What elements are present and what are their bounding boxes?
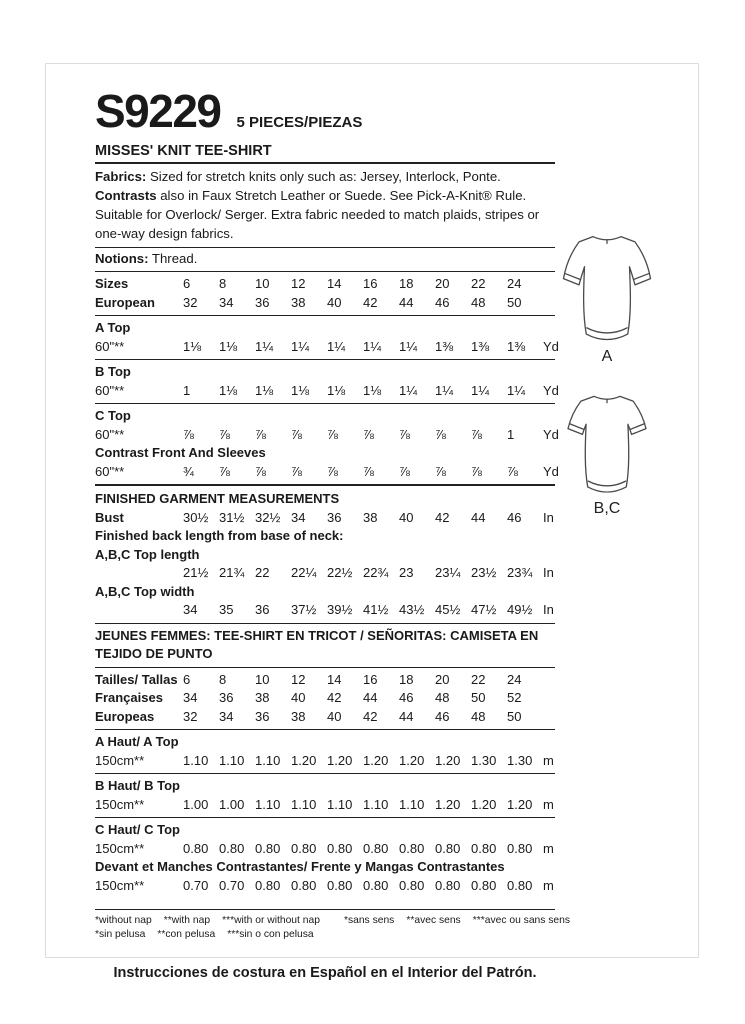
cell-value: 43½ <box>399 602 425 617</box>
bold-text: Notions: <box>95 251 149 266</box>
footnote-item: ***with or without nap <box>222 915 320 926</box>
view-bc-label: B,C <box>593 500 621 517</box>
table-row <box>95 382 559 405</box>
cell-value: 12 <box>291 671 306 687</box>
cell-value: 36 <box>255 708 270 724</box>
cell-value: 34 <box>219 708 234 724</box>
cell-value: 36 <box>327 509 342 525</box>
cell-value: 42 <box>363 294 378 310</box>
footnote-item: **with nap <box>163 915 211 926</box>
cell-value: 42 <box>363 708 378 724</box>
table-section-heading: Devant et Manches Contrastantes/ Frente y Mangas Contrastantes <box>95 859 505 874</box>
pieces-count: 5 PIECES/PIEZAS <box>236 114 363 131</box>
cell-value: 32½ <box>255 509 281 525</box>
unit-label: In <box>543 565 554 580</box>
cell-value: 1⅛ <box>255 382 274 398</box>
cell-value: 1¼ <box>255 338 274 354</box>
cell-value: 0.70 <box>183 877 209 893</box>
footnote-item: *without nap <box>95 915 152 926</box>
cell-value: 1 <box>507 426 515 442</box>
unit-label: In <box>543 509 554 525</box>
footnote-item: *sans sens <box>343 915 395 926</box>
unit-label: m <box>543 752 554 768</box>
cell-value: ⅞ <box>507 463 518 479</box>
cell-value: 1.20 <box>291 752 317 768</box>
unit-label <box>543 689 555 708</box>
unit-label: Yd <box>543 382 559 398</box>
cell-value: ⅞ <box>327 426 338 442</box>
cell-value: ⅞ <box>363 426 374 442</box>
table-section-heading: A Top <box>95 320 131 335</box>
unit-label: m <box>543 796 554 812</box>
cell-value: 1¼ <box>507 382 526 398</box>
cell-value: 40 <box>327 708 342 724</box>
row-label: 150cm** <box>95 840 145 856</box>
cell-value: 1⅛ <box>327 382 346 398</box>
cell-value: 0.80 <box>327 877 353 893</box>
cell-value: 0.80 <box>435 840 461 856</box>
cell-value: 21¾ <box>219 565 245 580</box>
cell-value: 1.20 <box>363 752 389 768</box>
cell-value: 8 <box>219 276 227 291</box>
cell-value: 39½ <box>327 602 353 617</box>
cell-value: 1.10 <box>399 796 425 812</box>
footnote-item: ***avec ou sans sens <box>472 915 571 926</box>
cell-value: 16 <box>363 276 378 291</box>
row-label: 150cm** <box>95 752 145 768</box>
garment-title: MISSES' KNIT TEE-SHIRT <box>95 143 555 164</box>
cell-value: 22½ <box>327 565 353 580</box>
cell-value: ⅞ <box>291 463 302 479</box>
table-row <box>95 689 555 708</box>
cell-value: 0.80 <box>219 840 245 856</box>
cell-value: 6 <box>183 671 191 687</box>
cell-value: 50 <box>507 708 522 724</box>
cell-value: 32 <box>183 294 198 310</box>
cell-value: 8 <box>219 671 227 687</box>
unit-label: m <box>543 877 554 893</box>
cell-value: 46 <box>435 294 450 310</box>
cell-value: 1⅜ <box>507 338 526 354</box>
spanish-instructions-note: Instrucciones de costura en Español en el Interior del Patrón. <box>113 965 537 981</box>
table-row <box>95 877 555 896</box>
cell-value: 42 <box>327 690 342 705</box>
cell-value: ⅞ <box>399 426 410 442</box>
cell-value: 0.80 <box>291 877 317 893</box>
cell-value: 41½ <box>363 602 389 617</box>
cell-value: 1.10 <box>291 796 317 812</box>
table-row <box>95 275 555 294</box>
pattern-envelope-sheet <box>45 63 699 981</box>
unit-label <box>543 708 555 727</box>
cell-value: 1⅜ <box>471 338 490 354</box>
footnote-item: **con pelusa <box>157 928 216 940</box>
cell-value: 1¼ <box>327 338 346 354</box>
table-section-heading: A,B,C Top length <box>95 546 200 562</box>
cell-value: 1¼ <box>399 338 418 354</box>
cell-value: 1¼ <box>291 338 310 354</box>
shirt-a-back-view-illustration <box>555 232 659 346</box>
unit-label: In <box>543 602 554 617</box>
row-label: 60"** <box>95 382 125 398</box>
footnote-line-spanish <box>95 928 332 942</box>
footnote-item: **avec sens <box>406 915 461 926</box>
table-row <box>95 752 555 775</box>
table-section-heading: A Haut/ A Top <box>95 734 179 749</box>
bold-text: Fabrics: <box>95 169 147 184</box>
cell-value: 48 <box>471 294 486 310</box>
table-row <box>95 671 555 690</box>
table-section-heading: Finished back length from base of neck: <box>95 528 344 543</box>
cell-value: 1.00 <box>183 796 209 812</box>
cell-value: 1.10 <box>255 796 281 812</box>
cell-value: 1.00 <box>219 796 245 812</box>
cell-value: 1⅛ <box>219 382 238 398</box>
cell-value: 14 <box>327 276 342 291</box>
cell-value: 44 <box>399 708 414 724</box>
cell-value: 0.80 <box>507 877 533 893</box>
view-a-label: A <box>601 348 613 365</box>
cell-value: 34 <box>183 602 198 617</box>
table-section-heading: C Haut/ C Top <box>95 822 180 837</box>
footnote-line-english <box>95 914 332 928</box>
cell-value: 49½ <box>507 602 533 617</box>
table-section-heading: FINISHED GARMENT MEASUREMENTS <box>95 491 340 506</box>
cell-value: 10 <box>255 671 270 687</box>
cell-value: 1⅛ <box>291 382 310 398</box>
table-section-heading: JEUNES FEMMES: TEE-SHIRT EN TRICOT / SEÑORITAS: CAMISETA EN TEJIDO DE PUNTO <box>95 627 555 668</box>
cell-value: 36 <box>219 690 234 705</box>
cell-value: 16 <box>363 671 378 687</box>
table-section-heading: C Top <box>95 408 131 423</box>
cell-value: 22 <box>471 671 486 687</box>
unit-label: Yd <box>543 463 559 479</box>
cell-value: 0.80 <box>507 840 533 856</box>
cell-value: 23¼ <box>435 565 461 580</box>
cell-value: 42 <box>435 509 450 525</box>
cell-value: 44 <box>399 294 414 310</box>
cell-value: ⅞ <box>435 463 446 479</box>
row-label: Tailles/ Tallas <box>95 671 178 687</box>
cell-value: 1⅜ <box>435 338 454 354</box>
cell-value: 45½ <box>435 602 461 617</box>
cell-value: 6 <box>183 276 191 291</box>
cell-value: 1.10 <box>327 796 353 812</box>
cell-value: ⅞ <box>471 463 482 479</box>
unit-label: m <box>543 840 554 856</box>
cell-value: 0.80 <box>471 877 497 893</box>
row-label: Europeas <box>95 708 155 724</box>
cell-value: 0.80 <box>471 840 497 856</box>
cell-value: 40 <box>327 294 342 310</box>
cell-value: 48 <box>435 690 450 705</box>
cell-value: 1.10 <box>255 752 281 768</box>
cell-value: 38 <box>291 294 306 310</box>
cell-value: 1¼ <box>435 382 454 398</box>
cell-value: 1.20 <box>327 752 353 768</box>
cell-value: ⅞ <box>255 426 266 442</box>
cell-value: 14 <box>327 671 342 687</box>
cell-value: 31½ <box>219 509 245 525</box>
table-row <box>95 509 555 528</box>
table-row <box>95 840 555 859</box>
cell-value: 52 <box>507 690 522 705</box>
footnote-line-french <box>332 914 570 928</box>
cell-value: 46 <box>399 690 414 705</box>
cell-value: 40 <box>291 690 306 705</box>
cell-value: 1.20 <box>399 752 425 768</box>
table-row <box>95 708 555 731</box>
cell-value: 38 <box>363 509 378 525</box>
cell-value: ⅞ <box>183 426 194 442</box>
cell-value: 1.20 <box>435 752 461 768</box>
cell-value: 32 <box>183 708 198 724</box>
row-label: Sizes <box>95 276 129 291</box>
cell-value: 34 <box>291 509 306 525</box>
cell-value: ⅞ <box>363 463 374 479</box>
unit-label: Yd <box>543 426 559 442</box>
table-section-heading: Contrast Front And Sleeves <box>95 445 266 460</box>
yardage-table-english <box>95 275 559 624</box>
cell-value: 1.20 <box>471 796 497 812</box>
cell-value: 1.30 <box>471 752 497 768</box>
footnotes-french <box>332 914 570 941</box>
table-section-heading: A,B,C Top width <box>95 583 195 599</box>
row-label: 60"** <box>95 338 125 354</box>
cell-value: 1 <box>183 382 191 398</box>
row-label: 60"** <box>95 426 125 442</box>
row-label: 60"** <box>95 463 125 479</box>
cell-value: 1¼ <box>399 382 418 398</box>
unit-label: Yd <box>543 338 559 354</box>
footnotes-english-spanish <box>95 914 332 941</box>
cell-value: ⅞ <box>399 463 410 479</box>
table-row <box>95 338 559 361</box>
cell-value: 35 <box>219 602 234 617</box>
main-content-column <box>95 85 571 981</box>
cell-value: ⅞ <box>255 463 266 479</box>
cell-value: 0.80 <box>255 877 281 893</box>
cell-value: 36 <box>255 602 270 617</box>
cell-value: 1.10 <box>183 752 209 768</box>
row-label <box>95 564 183 583</box>
text: also in Faux Stretch Leather or Suede. See Pick-A-Knit® Rule. Suitable for Overlock/ Serger. Extra fabric needed to match plaids, stripes or one-way design fabrics. <box>95 188 540 241</box>
footnotes <box>95 909 571 941</box>
cell-value: 1¼ <box>471 382 490 398</box>
garment-illustrations <box>552 232 662 544</box>
cell-value: 0.80 <box>399 840 425 856</box>
cell-value: 23 <box>399 565 414 580</box>
cell-value: 1⅛ <box>219 338 238 354</box>
cell-value: 20 <box>435 671 450 687</box>
cell-value: 18 <box>399 671 414 687</box>
fabrics-description <box>95 167 555 248</box>
cell-value: 18 <box>399 276 414 291</box>
shirt-bc-back-view-illustration <box>555 392 659 498</box>
table-row <box>95 796 555 819</box>
pattern-number: S9229 <box>95 85 221 137</box>
cell-value: 0.70 <box>219 877 245 893</box>
footnote-item: *sin pelusa <box>95 928 146 940</box>
header <box>95 85 555 137</box>
table-row <box>95 294 555 317</box>
cell-value: 24 <box>507 276 522 291</box>
cell-value: 30½ <box>183 509 209 525</box>
cell-value: 46 <box>507 509 522 525</box>
cell-value: 1.10 <box>363 796 389 812</box>
cell-value: ⅞ <box>219 463 230 479</box>
cell-value: 1⅛ <box>183 338 202 354</box>
yardage-table-french-spanish <box>95 627 555 896</box>
cell-value: 20 <box>435 276 450 291</box>
cell-value: 50 <box>471 690 486 705</box>
cell-value: 22 <box>255 565 270 580</box>
cell-value: ⅞ <box>219 426 230 442</box>
row-label: Françaises <box>95 690 163 705</box>
cell-value: 0.80 <box>363 840 389 856</box>
cell-value: 1.20 <box>507 796 533 812</box>
cell-value: 37½ <box>291 602 317 617</box>
cell-value: 1.30 <box>507 752 533 768</box>
table-row <box>95 426 559 445</box>
cell-value: 23¾ <box>507 565 533 580</box>
text: Sized for stretch knits only such as: Jersey, Interlock, Ponte. <box>146 169 501 184</box>
cell-value: 40 <box>399 509 414 525</box>
cell-value: ⅞ <box>435 426 446 442</box>
bold-text: Contrasts <box>95 188 157 203</box>
cell-value: 34 <box>219 294 234 310</box>
cell-value: 1.10 <box>219 752 245 768</box>
cell-value: 1.20 <box>435 796 461 812</box>
cell-value: 22¼ <box>291 565 317 580</box>
cell-value: 50 <box>507 294 522 310</box>
table-section-heading: B Haut/ B Top <box>95 778 180 793</box>
row-label: Bust <box>95 509 124 525</box>
row-label: 150cm** <box>95 796 145 812</box>
unit-label <box>543 671 555 690</box>
row-label <box>95 601 183 620</box>
table-row <box>95 564 555 583</box>
cell-value: 47½ <box>471 602 497 617</box>
table-row <box>95 601 555 624</box>
cell-value: 22¾ <box>363 565 389 580</box>
cell-value: ⅞ <box>291 426 302 442</box>
table-section-heading: B Top <box>95 364 131 379</box>
cell-value: 44 <box>363 690 378 705</box>
cell-value: 0.80 <box>291 840 317 856</box>
text: Thread. <box>148 251 198 266</box>
cell-value: 36 <box>255 294 270 310</box>
cell-value: 0.80 <box>327 840 353 856</box>
cell-value: 0.80 <box>399 877 425 893</box>
cell-value: 12 <box>291 276 306 291</box>
cell-value: 48 <box>471 708 486 724</box>
table-row <box>95 463 559 487</box>
cell-value: 0.80 <box>435 877 461 893</box>
row-label: 150cm** <box>95 877 145 893</box>
cell-value: 0.80 <box>255 840 281 856</box>
cell-value: 44 <box>471 509 486 525</box>
row-label: European <box>95 294 155 310</box>
cell-value: 24 <box>507 671 522 687</box>
cell-value: 10 <box>255 276 270 291</box>
cell-value: 1¼ <box>363 338 382 354</box>
cell-value: ¾ <box>183 463 194 479</box>
cell-value: ⅞ <box>471 426 482 442</box>
notions-line <box>95 250 555 272</box>
cell-value: 38 <box>291 708 306 724</box>
cell-value: 46 <box>435 708 450 724</box>
cell-value: 34 <box>183 690 198 705</box>
cell-value: 21½ <box>183 565 209 580</box>
cell-value: 0.80 <box>363 877 389 893</box>
cell-value: 23½ <box>471 565 497 580</box>
cell-value: ⅞ <box>327 463 338 479</box>
footnote-item: ***sin o con pelusa <box>227 928 314 940</box>
cell-value: 38 <box>255 690 270 705</box>
cell-value: 1⅛ <box>363 382 382 398</box>
cell-value: 22 <box>471 276 486 291</box>
cell-value: 0.80 <box>183 840 209 856</box>
